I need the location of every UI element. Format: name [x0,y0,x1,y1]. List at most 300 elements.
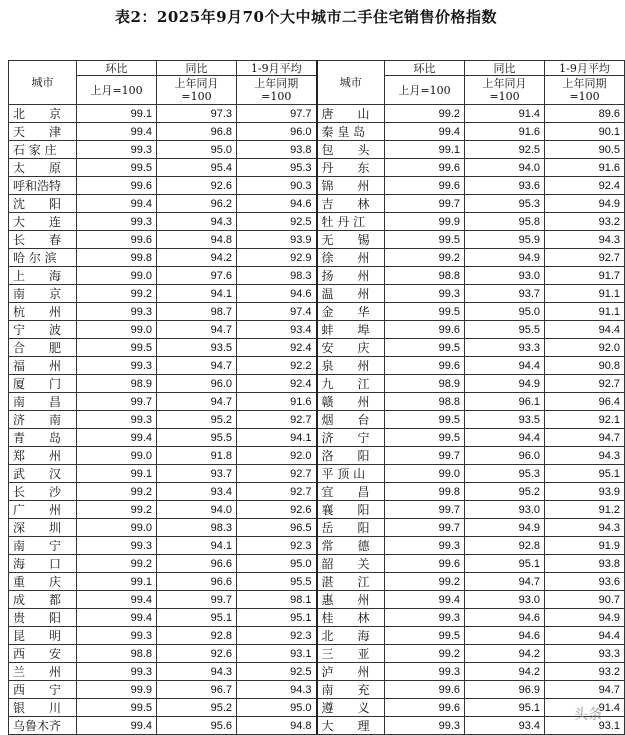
header-yoy-sub-right: 上年同月=100 [465,76,545,105]
city-name: 青 岛 [9,429,77,447]
table-row [9,267,625,285]
mom-value: 99.5 [385,303,465,321]
mom-value: 99.3 [77,213,157,231]
yoy-value: 96.8 [157,123,237,141]
city-name: 长 沙 [9,483,77,501]
ytd-value: 95.0 [237,699,317,717]
city-name: 上 海 [9,267,77,285]
yoy-value: 95.2 [157,411,237,429]
city-name: 福 州 [9,357,77,375]
yoy-value: 95.5 [157,429,237,447]
city-name: 沈 阳 [9,195,77,213]
header-ytd-right: 1-9月平均 [545,61,625,76]
yoy-value: 92.8 [465,537,545,555]
ytd-value: 92.7 [237,483,317,501]
city-name: 合 肥 [9,339,77,357]
mom-value: 99.0 [77,321,157,339]
ytd-value: 94.7 [545,681,625,699]
yoy-value: 96.7 [157,681,237,699]
yoy-value: 92.8 [157,627,237,645]
city-name: 宜 昌 [317,483,385,501]
ytd-value: 91.7 [545,267,625,285]
table-row [9,447,625,465]
mom-value: 98.8 [385,267,465,285]
watermark-text: 头条 [574,707,602,723]
city-name: 大 理 [317,717,385,735]
mom-value: 99.6 [77,177,157,195]
yoy-value: 94.0 [157,501,237,519]
table-row [9,375,625,393]
header-row-top [9,61,625,76]
city-name: 常 德 [317,537,385,555]
table-row [9,717,625,735]
mom-value: 99.1 [77,573,157,591]
mom-value: 99.5 [77,699,157,717]
city-name: 遵 义 [317,699,385,717]
city-name: 泉 州 [317,357,385,375]
yoy-value: 92.6 [157,645,237,663]
city-name: 无 锡 [317,231,385,249]
header-yoy-left: 同比 [157,61,237,76]
city-name: 包 头 [317,141,385,159]
yoy-value: 94.2 [465,663,545,681]
mom-value: 99.5 [385,627,465,645]
city-name: 西 宁 [9,681,77,699]
city-name: 北 海 [317,627,385,645]
city-name: 襄 阳 [317,501,385,519]
mom-value: 99.6 [385,681,465,699]
yoy-value: 95.8 [465,213,545,231]
city-name: 南 昌 [9,393,77,411]
yoy-value: 98.7 [157,303,237,321]
mom-value: 99.1 [77,465,157,483]
yoy-value: 95.2 [465,483,545,501]
yoy-value: 95.0 [157,141,237,159]
mom-value: 99.8 [77,249,157,267]
table-row [9,663,625,681]
mom-value: 98.9 [385,375,465,393]
yoy-value: 94.4 [465,429,545,447]
header-ytd-sub-left: 上年同期=100 [237,76,317,105]
table-row [9,645,625,663]
table-row [9,213,625,231]
yoy-value: 94.7 [157,357,237,375]
ytd-value: 93.3 [545,645,625,663]
mom-value: 99.6 [385,321,465,339]
city-name: 三 亚 [317,645,385,663]
header-mom-left: 环比 [77,61,157,76]
city-name: 九 江 [317,375,385,393]
yoy-value: 95.1 [465,699,545,717]
yoy-value: 96.0 [465,447,545,465]
ytd-value: 94.7 [545,429,625,447]
city-name: 吉 林 [317,195,385,213]
city-name: 赣 州 [317,393,385,411]
city-name: 杭 州 [9,303,77,321]
header-yoy-right: 同比 [465,61,545,76]
city-name: 厦 门 [9,375,77,393]
yoy-value: 94.9 [465,375,545,393]
ytd-value: 91.6 [545,159,625,177]
mom-value: 99.0 [77,267,157,285]
ytd-value: 94.6 [237,195,317,213]
city-name: 锦 州 [317,177,385,195]
ytd-value: 92.4 [545,177,625,195]
mom-value: 99.5 [385,429,465,447]
ytd-value: 97.4 [237,303,317,321]
ytd-value: 89.6 [545,105,625,123]
mom-value: 99.7 [385,519,465,537]
city-name: 兰 州 [9,663,77,681]
mom-value: 99.7 [385,501,465,519]
yoy-value: 96.1 [465,393,545,411]
yoy-value: 93.0 [465,501,545,519]
yoy-value: 95.4 [157,159,237,177]
header-yoy-sub-left: 上年同月=100 [157,76,237,105]
city-name: 宁 波 [9,321,77,339]
yoy-value: 92.6 [157,177,237,195]
mom-value: 99.8 [385,483,465,501]
yoy-value: 91.8 [157,447,237,465]
ytd-value: 94.3 [545,231,625,249]
table-row [9,411,625,429]
yoy-value: 97.6 [157,267,237,285]
mom-value: 99.0 [385,465,465,483]
city-name: 徐 州 [317,249,385,267]
yoy-value: 94.7 [157,393,237,411]
city-name: 天 津 [9,123,77,141]
yoy-value: 96.0 [157,375,237,393]
city-name: 秦 皇 岛 [317,123,385,141]
mom-value: 99.9 [77,681,157,699]
table-row [9,591,625,609]
yoy-value: 94.6 [465,627,545,645]
ytd-value: 93.8 [545,555,625,573]
table-row [9,285,625,303]
yoy-value: 94.1 [157,537,237,555]
mom-value: 99.3 [385,609,465,627]
yoy-value: 91.4 [465,105,545,123]
yoy-value: 94.2 [157,249,237,267]
table-row [9,357,625,375]
city-name: 湛 江 [317,573,385,591]
ytd-value: 96.5 [237,519,317,537]
yoy-value: 93.6 [465,177,545,195]
header-city-right: 城市 [317,61,385,105]
header-city-left: 城市 [9,61,77,105]
mom-value: 99.5 [385,411,465,429]
yoy-value: 97.3 [157,105,237,123]
city-name: 重 庆 [9,573,77,591]
yoy-value: 95.9 [465,231,545,249]
header-mom-sub-left: 上月=100 [77,76,157,105]
table-row [9,339,625,357]
yoy-value: 93.4 [465,717,545,735]
ytd-value: 92.7 [237,465,317,483]
header-ytd-left: 1-9月平均 [237,61,317,76]
mom-value: 99.3 [77,537,157,555]
mom-value: 99.6 [77,231,157,249]
yoy-value: 93.5 [157,339,237,357]
city-name: 牡 丹 江 [317,213,385,231]
ytd-value: 93.2 [545,663,625,681]
ytd-value: 92.4 [237,375,317,393]
city-name: 长 春 [9,231,77,249]
mom-value: 99.3 [385,717,465,735]
ytd-value: 92.4 [237,339,317,357]
ytd-value: 92.3 [237,627,317,645]
mom-value: 99.6 [385,159,465,177]
table-row [9,321,625,339]
yoy-value: 98.3 [157,519,237,537]
ytd-value: 92.7 [545,375,625,393]
ytd-value: 94.1 [237,429,317,447]
mom-value: 99.1 [385,141,465,159]
ytd-value: 90.8 [545,357,625,375]
ytd-value: 92.9 [237,249,317,267]
yoy-value: 96.2 [157,195,237,213]
ytd-value: 92.7 [545,249,625,267]
mom-value: 99.6 [385,177,465,195]
city-name: 西 安 [9,645,77,663]
city-name: 太 原 [9,159,77,177]
ytd-value: 90.5 [545,141,625,159]
city-name: 海 口 [9,555,77,573]
yoy-value: 95.1 [157,609,237,627]
city-name: 南 宁 [9,537,77,555]
yoy-value: 94.8 [157,231,237,249]
ytd-value: 90.7 [545,591,625,609]
city-name: 银 川 [9,699,77,717]
city-name: 金 华 [317,303,385,321]
yoy-value: 95.2 [157,699,237,717]
city-name: 昆 明 [9,627,77,645]
ytd-value: 93.1 [237,645,317,663]
ytd-value: 91.6 [237,393,317,411]
yoy-value: 96.6 [157,573,237,591]
table-row [9,429,625,447]
table-row [9,573,625,591]
city-name: 温 州 [317,285,385,303]
yoy-value: 93.0 [465,591,545,609]
table-row [9,609,625,627]
mom-value: 99.4 [385,591,465,609]
mom-value: 99.7 [385,195,465,213]
header-mom-right: 环比 [385,61,465,76]
mom-value: 99.2 [77,483,157,501]
mom-value: 99.3 [385,285,465,303]
table-row [9,555,625,573]
ytd-value: 92.0 [545,339,625,357]
ytd-value: 92.0 [237,447,317,465]
city-name: 烟 台 [317,411,385,429]
yoy-value: 94.1 [157,285,237,303]
ytd-value: 92.5 [237,663,317,681]
mom-value: 99.3 [77,627,157,645]
mom-value: 99.4 [77,123,157,141]
mom-value: 99.4 [385,123,465,141]
city-name: 平 顶 山 [317,465,385,483]
table-row [9,303,625,321]
mom-value: 99.5 [77,159,157,177]
table-row [9,483,625,501]
mom-value: 99.5 [385,339,465,357]
ytd-value: 93.2 [545,213,625,231]
city-name: 南 京 [9,285,77,303]
ytd-value: 93.9 [545,483,625,501]
yoy-value: 94.6 [465,609,545,627]
city-name: 洛 阳 [317,447,385,465]
yoy-value: 95.1 [465,555,545,573]
yoy-value: 96.9 [465,681,545,699]
yoy-value: 93.7 [157,465,237,483]
mom-value: 99.3 [77,141,157,159]
table-row [9,519,625,537]
page-title: 表2：2025年9月70个大中城市二手住宅销售价格指数 [115,8,497,26]
ytd-value: 93.6 [545,573,625,591]
price-index-table [8,60,625,735]
ytd-value: 91.4 [545,699,625,717]
ytd-value: 95.3 [237,159,317,177]
city-name: 泸 州 [317,663,385,681]
ytd-value: 91.2 [545,501,625,519]
header-mom-sub-right: 上月=100 [385,76,465,105]
city-name: 桂 林 [317,609,385,627]
ytd-value: 97.7 [237,105,317,123]
mom-value: 98.9 [77,375,157,393]
ytd-value: 95.1 [237,609,317,627]
yoy-value: 94.7 [465,573,545,591]
table-row [9,177,625,195]
yoy-value: 93.7 [465,285,545,303]
ytd-value: 90.3 [237,177,317,195]
mom-value: 99.6 [385,357,465,375]
city-name: 唐 山 [317,105,385,123]
mom-value: 99.0 [77,447,157,465]
city-name: 大 连 [9,213,77,231]
ytd-value: 95.1 [545,465,625,483]
mom-value: 99.2 [77,555,157,573]
table-row [9,195,625,213]
yoy-value: 96.6 [157,555,237,573]
mom-value: 99.3 [77,411,157,429]
ytd-value: 95.5 [237,573,317,591]
city-name: 郑 州 [9,447,77,465]
yoy-value: 94.7 [157,321,237,339]
city-name: 成 都 [9,591,77,609]
city-name: 济 南 [9,411,77,429]
yoy-value: 93.0 [465,267,545,285]
ytd-value: 96.0 [237,123,317,141]
yoy-value: 94.9 [465,519,545,537]
ytd-value: 94.4 [545,321,625,339]
ytd-value: 93.4 [237,321,317,339]
mom-value: 99.4 [77,429,157,447]
mom-value: 98.8 [385,393,465,411]
mom-value: 99.4 [77,591,157,609]
watermark [574,704,602,724]
ytd-value: 94.3 [545,519,625,537]
mom-value: 99.7 [385,447,465,465]
mom-value: 99.2 [385,573,465,591]
ytd-value: 90.1 [545,123,625,141]
ytd-value: 94.3 [545,447,625,465]
city-name: 扬 州 [317,267,385,285]
table-row [9,231,625,249]
ytd-value: 92.3 [237,537,317,555]
mom-value: 99.2 [77,285,157,303]
mom-value: 99.6 [385,699,465,717]
table-row [9,627,625,645]
mom-value: 99.1 [77,105,157,123]
mom-value: 99.0 [77,519,157,537]
mom-value: 99.4 [77,717,157,735]
ytd-value: 91.9 [545,537,625,555]
city-name: 深 圳 [9,519,77,537]
table-row [9,699,625,717]
table-row [9,159,625,177]
ytd-value: 92.2 [237,357,317,375]
ytd-value: 94.9 [545,609,625,627]
mom-value: 99.4 [77,609,157,627]
table-row [9,681,625,699]
yoy-value: 95.3 [465,195,545,213]
ytd-value: 93.8 [237,141,317,159]
city-name: 哈 尔 滨 [9,249,77,267]
ytd-value: 94.6 [237,285,317,303]
mom-value: 99.3 [77,303,157,321]
table-row [9,501,625,519]
yoy-value: 94.9 [465,249,545,267]
ytd-value: 94.9 [545,195,625,213]
ytd-value: 93.1 [545,717,625,735]
city-name: 武 汉 [9,465,77,483]
city-name: 岳 阳 [317,519,385,537]
mom-value: 98.8 [77,645,157,663]
ytd-value: 91.1 [545,303,625,321]
ytd-value: 93.9 [237,231,317,249]
ytd-value: 94.4 [545,627,625,645]
header-ytd-sub-right: 上年同期=100 [545,76,625,105]
table-body [9,105,625,735]
mom-value: 99.3 [77,357,157,375]
table-row [9,537,625,555]
city-name: 乌鲁木齐 [9,717,77,735]
ytd-value: 96.4 [545,393,625,411]
mom-value: 99.2 [385,249,465,267]
mom-value: 99.9 [385,213,465,231]
ytd-value: 92.1 [545,411,625,429]
ytd-value: 94.3 [237,681,317,699]
yoy-value: 99.7 [157,591,237,609]
yoy-value: 94.0 [465,159,545,177]
yoy-value: 93.5 [465,411,545,429]
mom-value: 99.7 [77,393,157,411]
yoy-value: 95.3 [465,465,545,483]
yoy-value: 94.2 [465,645,545,663]
ytd-value: 92.5 [237,213,317,231]
table-row [9,123,625,141]
city-name: 石 家 庄 [9,141,77,159]
mom-value: 99.3 [385,537,465,555]
mom-value: 99.2 [77,501,157,519]
table-row [9,105,625,123]
yoy-value: 92.5 [465,141,545,159]
yoy-value: 94.3 [157,213,237,231]
mom-value: 99.2 [385,645,465,663]
city-name: 呼和浩特 [9,177,77,195]
table-row [9,393,625,411]
